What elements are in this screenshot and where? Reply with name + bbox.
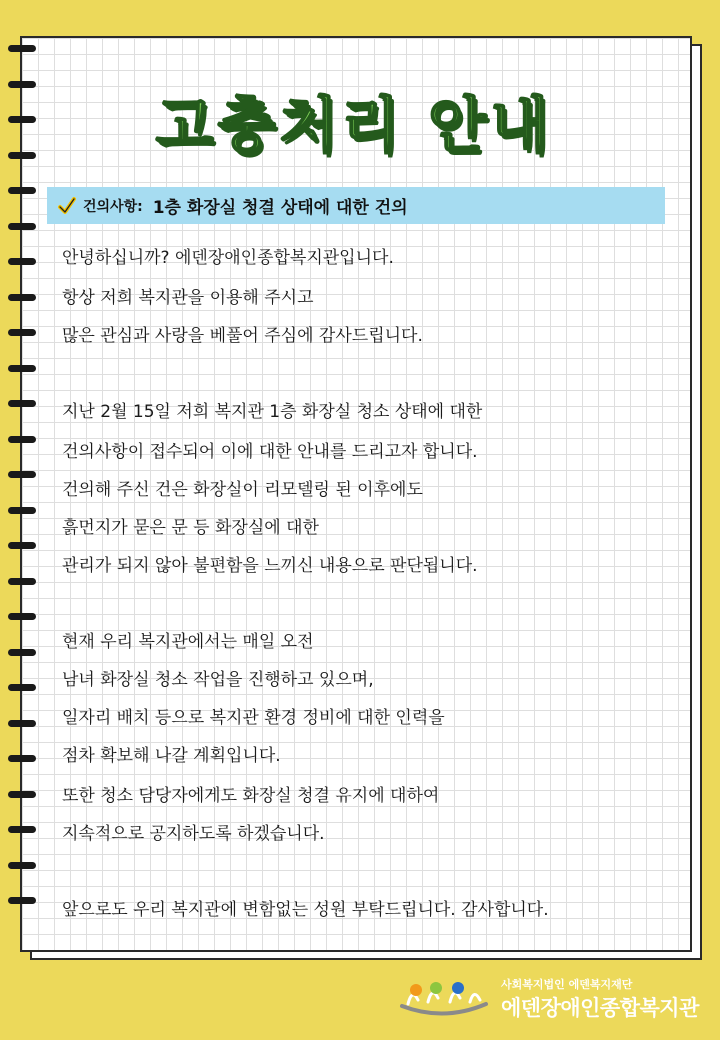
body-line: 건의사항이 접수되어 이에 대한 안내를 드리고자 합니다. — [62, 442, 478, 462]
binding-ring — [8, 294, 36, 301]
logo-name: 에덴장애인종합복지관 — [501, 996, 699, 1020]
body-line: 또한 청소 담당자에게도 화장실 청결 유지에 대하여 — [62, 786, 440, 806]
body-line: 남녀 화장실 청소 작업을 진행하고 있으며, — [62, 670, 374, 690]
subject-bar — [47, 187, 665, 224]
binding-ring — [8, 471, 36, 478]
body-line: 흙먼지가 묻은 문 등 화장실에 대한 — [62, 518, 319, 538]
binding-ring — [8, 542, 36, 549]
logo-mark-icon — [398, 978, 490, 1018]
body-line: 안녕하십니까? 에덴장애인종합복지관입니다. — [62, 248, 394, 268]
body-line: 건의해 주신 건은 화장실이 리모델링 된 이후에도 — [62, 480, 423, 500]
organization-logo — [398, 972, 698, 1022]
binding-ring — [8, 720, 36, 727]
body-line: 현재 우리 복지관에서는 매일 오전 — [62, 632, 314, 652]
binding-ring — [8, 400, 36, 407]
binding-ring — [8, 223, 36, 230]
page-title: 고충처리 안내 — [155, 91, 553, 161]
binding-ring — [8, 187, 36, 194]
binding-ring — [8, 436, 36, 443]
binding-ring — [8, 826, 36, 833]
binding-ring — [8, 862, 36, 869]
check-icon — [57, 196, 77, 216]
binding-ring — [8, 507, 36, 514]
body-line: 항상 저희 복지관을 이용해 주시고 — [62, 288, 314, 308]
binding-ring — [8, 649, 36, 656]
body-line: 일자리 배치 등으로 복지관 환경 정비에 대한 인력을 — [62, 708, 445, 728]
binding-ring — [8, 897, 36, 904]
subject-text: 1층 화장실 청결 상태에 대한 건의 — [152, 198, 408, 218]
binding-ring — [8, 45, 36, 52]
subject-label: 건의사항: — [83, 198, 143, 215]
body-line: 관리가 되지 않아 불편함을 느끼신 내용으로 판단됩니다. — [62, 556, 478, 576]
binding-ring — [8, 613, 36, 620]
binding-ring — [8, 258, 36, 265]
binding-ring — [8, 329, 36, 336]
binding-ring — [8, 684, 36, 691]
binding-ring — [8, 365, 36, 372]
body-line: 많은 관심과 사랑을 베풀어 주심에 감사드립니다. — [62, 326, 423, 346]
body-line: 지속적으로 공지하도록 하겠습니다. — [62, 824, 325, 844]
body-line: 점차 확보해 나갈 계획입니다. — [62, 746, 281, 766]
body-line: 지난 2월 15일 저희 복지관 1층 화장실 청소 상태에 대한 — [62, 402, 483, 422]
logo-subtitle: 사회복지법인 에덴복지재단 — [501, 978, 633, 991]
body-line: 앞으로도 우리 복지관에 변함없는 성원 부탁드립니다. 감사합니다. — [62, 900, 549, 920]
binding-ring — [8, 578, 36, 585]
binding-ring — [8, 755, 36, 762]
binding-ring — [8, 791, 36, 798]
